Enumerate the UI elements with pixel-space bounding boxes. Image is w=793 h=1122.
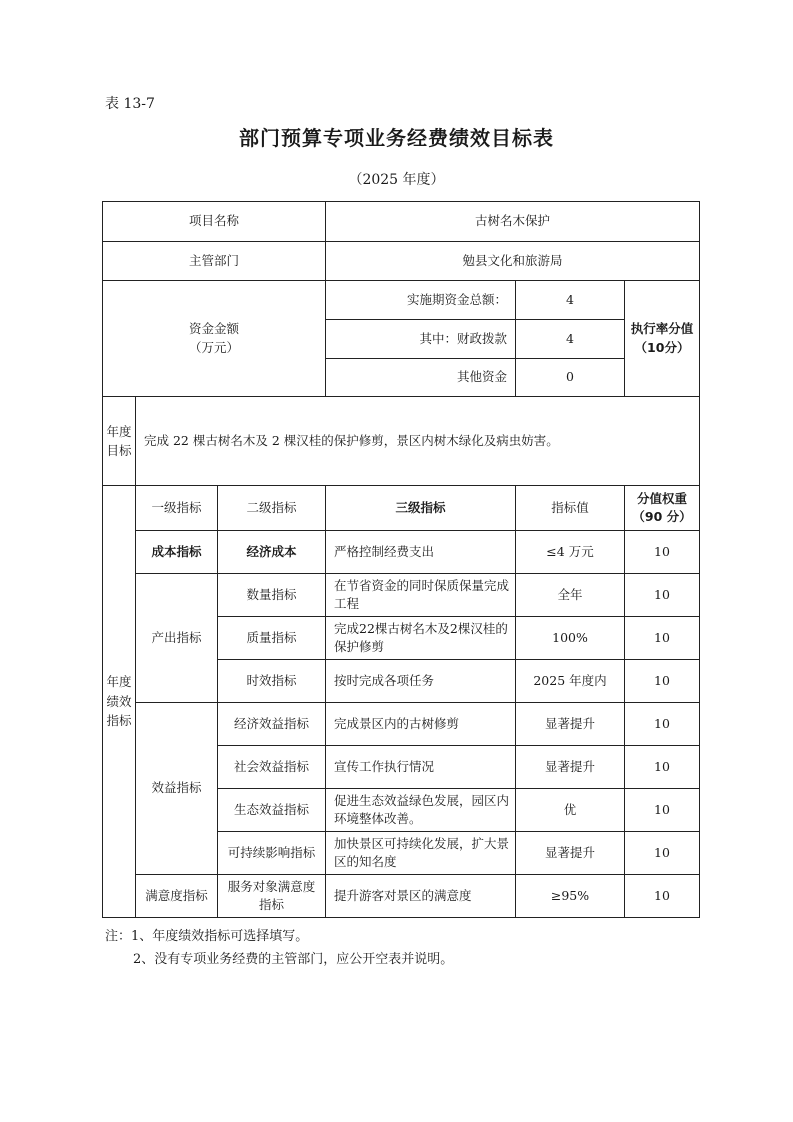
benefit-row-level2: 社会效益指标 [218,746,326,789]
benefit-row-weight: 10 [625,703,700,746]
benefit-row-level3: 完成景区内的古树修剪 [326,703,516,746]
execution-score-label: 执行率分值（10分） [625,281,700,397]
benefit-level1: 效益指标 [136,703,218,875]
output-row-value: 2025 年度内 [516,660,625,703]
output-row-level2: 时效指标 [218,660,326,703]
output-row-level2: 数量指标 [218,574,326,617]
page-title: 部门预算专项业务经费绩效目标表 [239,126,554,150]
benefit-row-level3: 促进生态效益绿色发展，园区内环境整体改善。 [326,789,516,832]
header-weight: 分值权重（90 分） [625,486,700,531]
annual-goal-label: 年度目标 [103,397,136,486]
annual-goal-text: 完成 22 棵古树名木及 2 棵汉桂的保护修剪，景区内树木绿化及病虫妨害。 [136,397,700,486]
department-label: 主管部门 [103,242,326,281]
header-level3: 三级指标 [326,486,516,531]
output-row-level3: 在节省资金的同时保质保量完成工程 [326,574,516,617]
benefit-row-value: 显著提升 [516,703,625,746]
funds-label-line1: 资金金额 [188,321,239,337]
header-value: 指标值 [516,486,625,531]
funds-label [103,281,326,397]
benefit-row-level2: 可持续影响指标 [218,832,326,875]
cost-weight: 10 [625,531,700,574]
benefit-row-level2: 生态效益指标 [218,789,326,832]
output-row-weight: 10 [625,617,700,660]
department-value: 勉县文化和旅游局 [326,242,700,281]
other-funds-value: 0 [516,359,625,397]
benefit-row-value: 显著提升 [516,746,625,789]
benefit-row-weight: 10 [625,789,700,832]
funds-label-line2: （万元） [188,339,239,355]
output-row-level2: 质量指标 [218,617,326,660]
other-funds-label: 其他资金 [326,359,516,397]
output-row-level3: 按时完成各项任务 [326,660,516,703]
performance-target-table [102,201,700,918]
output-level1: 产出指标 [136,574,218,703]
benefit-row-level3: 加快景区可持续化发展，扩大景区的知名度 [326,832,516,875]
footnotes [105,925,453,971]
benefit-row-level3: 宣传工作执行情况 [326,746,516,789]
header-level1: 一级指标 [136,486,218,531]
satisfaction-level1: 满意度指标 [136,875,218,918]
fiscal-funds-label: 其中：财政拨款 [326,320,516,359]
benefit-row-value: 优 [516,789,625,832]
cost-level3: 严格控制经费支出 [326,531,516,574]
benefit-row-weight: 10 [625,746,700,789]
header-level2: 二级指标 [218,486,326,531]
satisfaction-level3: 提升游客对景区的满意度 [326,875,516,918]
footnote-2: 2、没有专项业务经费的主管部门，应公开空表并说明。 [133,952,454,967]
output-row-value: 100% [516,617,625,660]
output-row-value: 全年 [516,574,625,617]
total-funds-value: 4 [516,281,625,320]
benefit-row-weight: 10 [625,832,700,875]
footnote-1: 注：1、年度绩效指标可选择填写。 [105,929,309,944]
satisfaction-level2: 服务对象满意度指标 [218,875,326,918]
indicators-side-label: 年度绩效指标 [103,486,136,918]
satisfaction-value: ≥95% [516,875,625,918]
benefit-row-level2: 经济效益指标 [218,703,326,746]
project-name-label: 项目名称 [103,202,326,242]
total-funds-label: 实施期资金总额： [326,281,516,320]
table-number: 表 13-7 [105,96,155,112]
cost-level2: 经济成本 [218,531,326,574]
cost-level1: 成本指标 [136,531,218,574]
output-row-weight: 10 [625,660,700,703]
output-row-level3: 完成22棵古树名木及2棵汉桂的保护修剪 [326,617,516,660]
output-row-weight: 10 [625,574,700,617]
satisfaction-weight: 10 [625,875,700,918]
fiscal-funds-value: 4 [516,320,625,359]
fiscal-year: （2025 年度） [348,172,445,188]
benefit-row-value: 显著提升 [516,832,625,875]
project-name-value: 古树名木保护 [326,202,700,242]
cost-value: ≤4 万元 [516,531,625,574]
